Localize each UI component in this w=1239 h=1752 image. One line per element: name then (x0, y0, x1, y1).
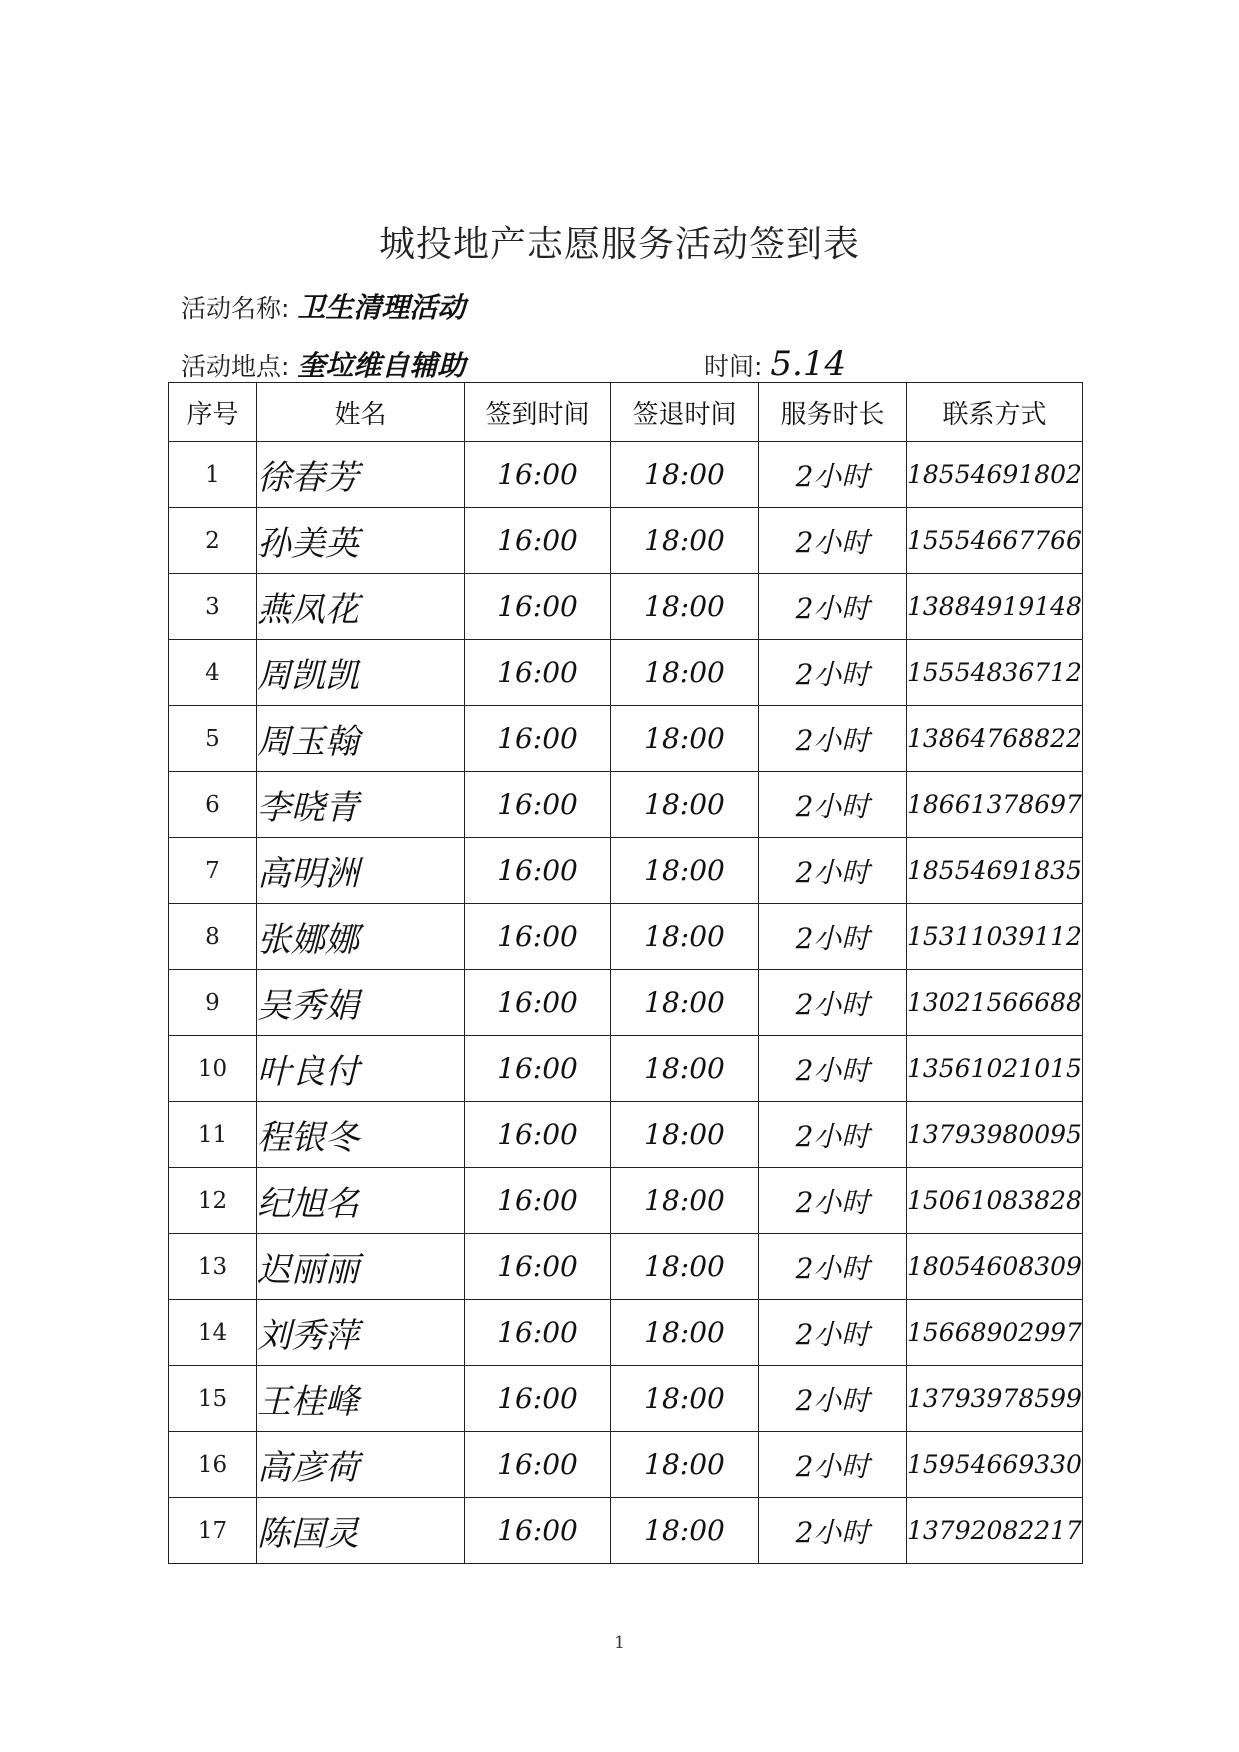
service-duration: 2小时 (759, 1432, 907, 1498)
sign-in-time: 16:00 (465, 1168, 611, 1234)
volunteer-name: 徐春芳 (257, 442, 465, 508)
service-duration: 2小时 (759, 442, 907, 508)
volunteer-name: 张娜娜 (257, 904, 465, 970)
sign-in-table (168, 382, 1083, 1564)
sign-out-time: 18:00 (611, 706, 759, 772)
sign-out-time: 18:00 (611, 1498, 759, 1564)
row-number: 9 (169, 970, 257, 1036)
service-duration: 2小时 (759, 1234, 907, 1300)
contact-phone: 13864768822 (907, 706, 1083, 772)
volunteer-name: 高明洲 (257, 838, 465, 904)
row-number: 14 (169, 1300, 257, 1366)
sign-in-time: 16:00 (465, 574, 611, 640)
header-no: 序号 (169, 383, 257, 442)
sign-out-time: 18:00 (611, 508, 759, 574)
contact-phone: 15954669330 (907, 1432, 1083, 1498)
sign-out-time: 18:00 (611, 442, 759, 508)
service-duration: 2小时 (759, 1168, 907, 1234)
row-number: 3 (169, 574, 257, 640)
contact-phone: 18661378697 (907, 772, 1083, 838)
table-row (169, 706, 1083, 772)
activity-place-value: 奎垃维自辅助 (297, 349, 466, 382)
volunteer-name: 刘秀萍 (257, 1300, 465, 1366)
table-row (169, 904, 1083, 970)
table-row (169, 442, 1083, 508)
table-row (169, 1432, 1083, 1498)
activity-time-label: 时间: (704, 352, 763, 381)
service-duration: 2小时 (759, 772, 907, 838)
activity-name-value: 卫生清理活动 (297, 291, 466, 324)
sign-out-time: 18:00 (611, 1234, 759, 1300)
table-row (169, 1300, 1083, 1366)
service-duration: 2小时 (759, 1036, 907, 1102)
activity-name-line (181, 286, 465, 326)
header-duration: 服务时长 (759, 383, 907, 442)
activity-place-line (181, 344, 465, 384)
page-number: 1 (614, 1633, 625, 1653)
sign-in-time: 16:00 (465, 1432, 611, 1498)
contact-phone: 13792082217 (907, 1498, 1083, 1564)
sign-out-time: 18:00 (611, 1168, 759, 1234)
table-row (169, 640, 1083, 706)
sign-out-time: 18:00 (611, 970, 759, 1036)
table-row (169, 838, 1083, 904)
table-row (169, 574, 1083, 640)
table-row (169, 508, 1083, 574)
service-duration: 2小时 (759, 970, 907, 1036)
sign-in-time: 16:00 (465, 970, 611, 1036)
contact-phone: 15554836712 (907, 640, 1083, 706)
activity-place-label: 活动地点: (181, 352, 290, 381)
volunteer-name: 叶良付 (257, 1036, 465, 1102)
row-number: 16 (169, 1432, 257, 1498)
sign-in-time: 16:00 (465, 640, 611, 706)
sign-in-time: 16:00 (465, 904, 611, 970)
volunteer-name: 周玉翰 (257, 706, 465, 772)
sign-in-time: 16:00 (465, 1102, 611, 1168)
service-duration: 2小时 (759, 706, 907, 772)
volunteer-name: 高彦荷 (257, 1432, 465, 1498)
sign-in-time: 16:00 (465, 1498, 611, 1564)
sign-out-time: 18:00 (611, 574, 759, 640)
header-name: 姓名 (257, 383, 465, 442)
sign-out-time: 18:00 (611, 1036, 759, 1102)
contact-phone: 13793980095 (907, 1102, 1083, 1168)
sign-out-time: 18:00 (611, 838, 759, 904)
service-duration: 2小时 (759, 640, 907, 706)
sign-out-time: 18:00 (611, 772, 759, 838)
row-number: 4 (169, 640, 257, 706)
sign-out-time: 18:00 (611, 640, 759, 706)
table-row (169, 1168, 1083, 1234)
row-number: 13 (169, 1234, 257, 1300)
contact-phone: 18554691802 (907, 442, 1083, 508)
sign-in-time: 16:00 (465, 706, 611, 772)
contact-phone: 15061083828 (907, 1168, 1083, 1234)
sign-in-time: 16:00 (465, 772, 611, 838)
sign-in-time: 16:00 (465, 838, 611, 904)
sign-in-time: 16:00 (465, 1234, 611, 1300)
row-number: 12 (169, 1168, 257, 1234)
contact-phone: 18554691835 (907, 838, 1083, 904)
volunteer-name: 孙美英 (257, 508, 465, 574)
volunteer-name: 吴秀娟 (257, 970, 465, 1036)
service-duration: 2小时 (759, 1300, 907, 1366)
volunteer-name: 纪旭名 (257, 1168, 465, 1234)
row-number: 5 (169, 706, 257, 772)
sign-in-time: 16:00 (465, 1036, 611, 1102)
sign-out-time: 18:00 (611, 904, 759, 970)
sign-in-time: 16:00 (465, 508, 611, 574)
service-duration: 2小时 (759, 904, 907, 970)
table-header-row (169, 383, 1083, 442)
sign-out-time: 18:00 (611, 1432, 759, 1498)
table-row (169, 1036, 1083, 1102)
sign-out-time: 18:00 (611, 1102, 759, 1168)
row-number: 15 (169, 1366, 257, 1432)
row-number: 7 (169, 838, 257, 904)
header-sign-out: 签退时间 (611, 383, 759, 442)
activity-time-line (704, 344, 846, 384)
contact-phone: 13561021015 (907, 1036, 1083, 1102)
sign-out-time: 18:00 (611, 1300, 759, 1366)
service-duration: 2小时 (759, 1498, 907, 1564)
row-number: 10 (169, 1036, 257, 1102)
service-duration: 2小时 (759, 1366, 907, 1432)
table-row (169, 970, 1083, 1036)
row-number: 2 (169, 508, 257, 574)
table-row (169, 1234, 1083, 1300)
contact-phone: 13884919148 (907, 574, 1083, 640)
volunteer-name: 燕凤花 (257, 574, 465, 640)
table-row (169, 1366, 1083, 1432)
contact-phone: 13793978599 (907, 1366, 1083, 1432)
volunteer-name: 李晓青 (257, 772, 465, 838)
volunteer-name: 程银冬 (257, 1102, 465, 1168)
contact-phone: 15668902997 (907, 1300, 1083, 1366)
row-number: 6 (169, 772, 257, 838)
service-duration: 2小时 (759, 838, 907, 904)
table-row (169, 772, 1083, 838)
activity-name-label: 活动名称: (181, 294, 290, 323)
contact-phone: 13021566688 (907, 970, 1083, 1036)
contact-phone: 15554667766 (907, 508, 1083, 574)
volunteer-name: 陈国灵 (257, 1498, 465, 1564)
page-title: 城投地产志愿服务活动签到表 (378, 224, 860, 265)
header-sign-in: 签到时间 (465, 383, 611, 442)
volunteer-name: 周凯凯 (257, 640, 465, 706)
table-row (169, 1498, 1083, 1564)
service-duration: 2小时 (759, 1102, 907, 1168)
service-duration: 2小时 (759, 574, 907, 640)
table-row (169, 1102, 1083, 1168)
sign-in-time: 16:00 (465, 442, 611, 508)
contact-phone: 15311039112 (907, 904, 1083, 970)
row-number: 1 (169, 442, 257, 508)
service-duration: 2小时 (759, 508, 907, 574)
volunteer-name: 迟丽丽 (257, 1234, 465, 1300)
row-number: 17 (169, 1498, 257, 1564)
header-contact: 联系方式 (907, 383, 1083, 442)
sign-in-time: 16:00 (465, 1366, 611, 1432)
sign-out-time: 18:00 (611, 1366, 759, 1432)
contact-phone: 18054608309 (907, 1234, 1083, 1300)
row-number: 11 (169, 1102, 257, 1168)
sign-in-time: 16:00 (465, 1300, 611, 1366)
row-number: 8 (169, 904, 257, 970)
activity-time-value: 5.14 (770, 344, 847, 384)
volunteer-name: 王桂峰 (257, 1366, 465, 1432)
